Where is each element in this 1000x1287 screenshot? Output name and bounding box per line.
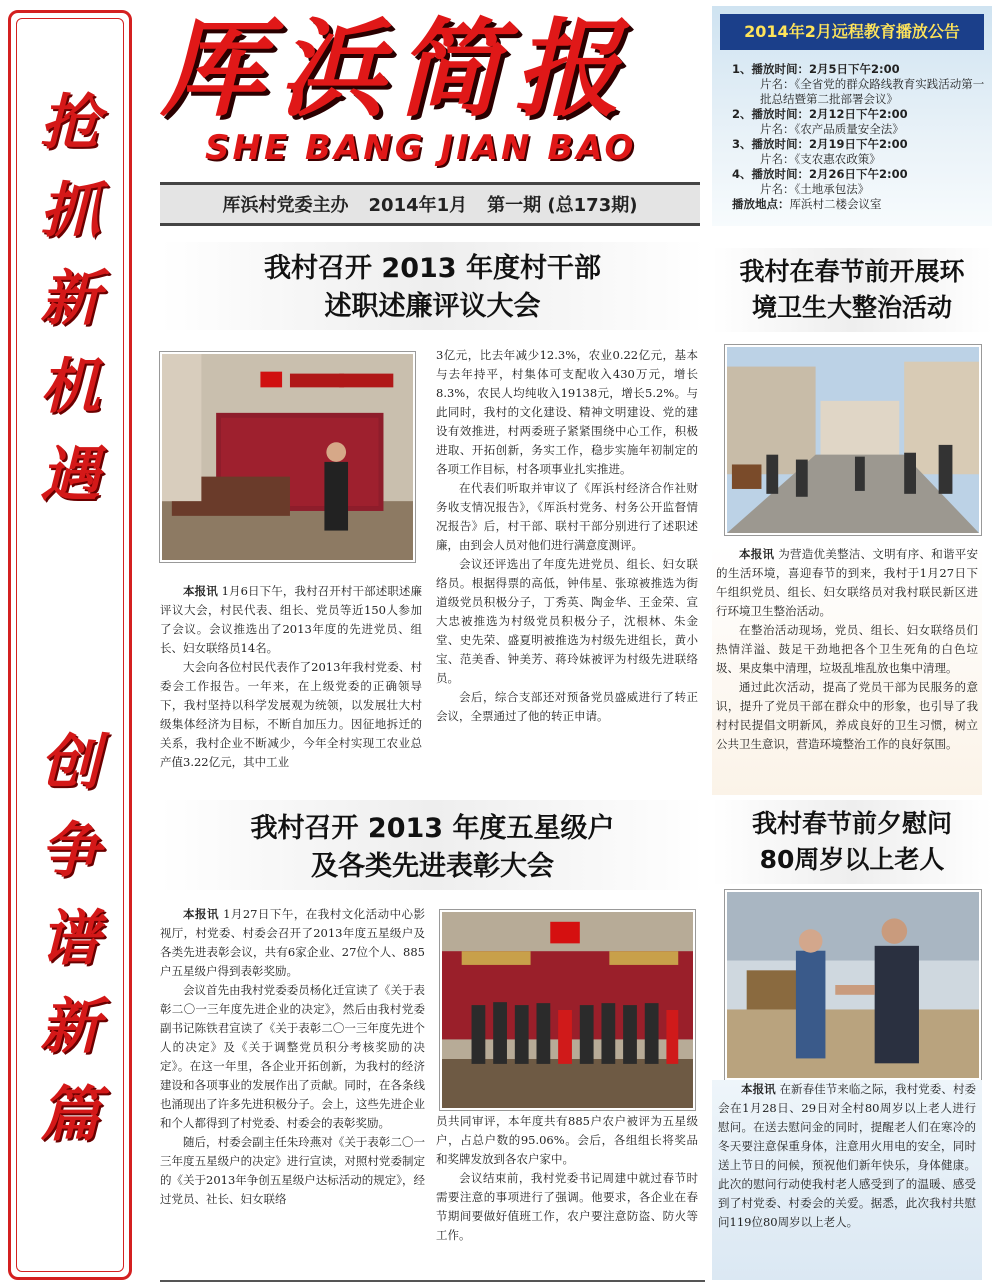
slogan-char: 谱 (40, 904, 100, 974)
article1-column2 (436, 346, 698, 786)
article2-column2 (436, 1112, 698, 1272)
article-paragraph (160, 658, 422, 772)
slogan-char: 机 (40, 352, 100, 422)
byline-lead: 本报讯 (183, 907, 219, 921)
issue-publisher: 厍浜村党委主办 (222, 195, 349, 216)
paragraph-text: 3亿元，比去年减少12.3%，农业0.22亿元，基本与去年持平，村集体可支配收入430万元，增长8.3%，农民人均纯收入19138元，增长5.2%。与此同时，我村的文化建设、精神文明建设、党的建设有效推进，村两委班子紧紧围绕中心工作，积极进取、开拓创新，务实工作，稳步实施年初制定的各项工作目标，村各项事业扎实推进。 (436, 348, 698, 476)
paragraph-text: 在代表们听取并审议了《厍浜村经济合作社财务收支情况报告》，《厍浜村党务、村务公开监督情况报告》后，村干部、联村干部分别进行了述职述廉，由到会人员对他们进行满意度测评。 (436, 481, 698, 552)
notice-film: 片名：《土地承包法》 (760, 182, 870, 196)
article-paragraph (716, 545, 978, 621)
notice-time: 1、播放时间：2月5日下午2:00 (732, 62, 900, 76)
paragraph-text: 会议首先由我村党委委员杨化迁宣读了《关于表彰二〇一三年度先进企业的决定》，然后由我村党委副书记陈铁君宣读了《关于表彰二〇一三年度先进个人的决定》及《关于调整党员积分考核奖励的决定》。在这一年里，各企业开拓创新，为我村的经济建设和各项事业的发展作出了贡献。同时，在各条线也涌现出了许多先进积极分子。会上，这些先进企业和个人都得到了村党委、村委会的表彰奖励。 (160, 983, 425, 1130)
article-paragraph (718, 1080, 976, 1232)
masthead-pinyin: SHE BANG JIAN BAO (205, 128, 637, 168)
slogan-char: 抢 (40, 88, 100, 158)
article-paragraph (436, 555, 698, 688)
headline-line: 80周岁以上老人 (759, 845, 945, 874)
article-paragraph (436, 1112, 698, 1169)
slogan-char: 创 (40, 728, 100, 798)
notice-film: 片名：《农产品质量安全法》 (760, 122, 904, 136)
paragraph-text: 在整治活动现场，党员、组长、妇女联络员们热情洋溢、鼓足干劲地把各个卫生死角的白色垃圾、果皮集中清理，垃圾乱堆乱放也集中清理。 (716, 623, 978, 675)
article-paragraph (160, 1133, 425, 1209)
article1-column1 (160, 582, 422, 782)
notice-item (732, 167, 986, 197)
bottom-rule (160, 1280, 705, 1282)
headline-line: 境卫生大整治活动 (751, 293, 952, 322)
byline-lead: 本报讯 (183, 584, 218, 598)
broadcast-notice (712, 6, 992, 226)
street-cleanup-photo (725, 345, 981, 535)
elderly-visit-photo (725, 890, 981, 1080)
article1-headline (160, 242, 705, 330)
award-ceremony-photo (440, 910, 695, 1110)
paragraph-text: 会后，综合支部还对预备党员盛威进行了转正会议，全票通过了他的转正申请。 (436, 690, 698, 723)
article3-body (712, 545, 982, 795)
article-paragraph (716, 621, 978, 678)
article4-body (712, 1080, 982, 1280)
notice-film: 片名：《支农惠农政策》 (760, 152, 881, 166)
slogan-char: 争 (40, 816, 100, 886)
notice-item (732, 137, 986, 167)
headline-line: 我村春节前夕慰问 (751, 809, 952, 838)
notice-time: 2、播放时间：2月12日下午2:00 (732, 107, 908, 121)
article-paragraph (716, 678, 978, 754)
masthead-title: 厍浜简报 (160, 6, 632, 131)
paragraph-text: 1月6日下午，我村召开村干部述职述廉评议大会，村民代表、组长、党员等近150人参加了会议。会议推选出了2013年度的先进党员、组长、妇女联络员14名。 (160, 584, 422, 655)
slogan-char: 新 (40, 264, 100, 334)
article-paragraph (436, 1169, 698, 1245)
notice-item (732, 62, 986, 107)
article-paragraph (160, 905, 425, 981)
headline-line: 述职述廉评议大会 (324, 291, 541, 322)
side-banner (8, 10, 132, 1280)
slogan-char: 篇 (40, 1080, 100, 1150)
issue-date: 2014年1月 (368, 195, 468, 216)
slogan-char: 新 (40, 992, 100, 1062)
notice-time: 3、播放时间：2月19日下午2:00 (732, 137, 908, 151)
paragraph-text: 1月27日下午，在我村文化活动中心影视厅，村党委、村委会召开了2013年度五星级户及各类先进表彰会议，共有6家企业、27位个人、885户五星级户得到表彰奖励。 (160, 907, 425, 978)
slogan-char: 遇 (40, 440, 100, 510)
paragraph-text: 随后，村委会副主任朱玲燕对《关于表彰二〇一三年度五星级户的决定》进行宣读，对照村党委制定的《关于2013年争创五星级户达标活动的规定》，经过党员、社长、妇女联络 (160, 1135, 425, 1206)
byline-lead: 本报讯 (741, 1082, 776, 1096)
article3-headline (712, 248, 992, 332)
article-paragraph (436, 346, 698, 479)
paragraph-text: 员共同审评，本年度共有885户农户被评为五星级户，占总户数的95.06%。会后，各组组长将奖品和奖牌发放到各农户家中。 (436, 1114, 698, 1166)
notice-place-label: 播放地点： (732, 197, 790, 211)
article-paragraph (160, 981, 425, 1133)
side-slogan-bottom (11, 728, 129, 1173)
paragraph-text: 为营造优美整洁、文明有序、和谐平安的生活环境，喜迎春节的到来，我村于1月27日下午组织党员、组长、妇女联络员对我村联民新区进行环境卫生整治活动。 (716, 547, 979, 618)
article-paragraph (436, 479, 698, 555)
article4-headline (712, 800, 992, 884)
issue-bar (160, 182, 700, 226)
paragraph-text: 大会向各位村民代表作了2013年我村党委、村委会工作报告。一年来，在上级党委的正确领导下，我村坚持以科学发展观为统领，以发展壮大村级集体经济为目标，不断自加压力。因征地拆迁的关系，我村企业不断减少，今年全村实现工农业总产值3.22亿元，其中工业 (160, 660, 422, 769)
notice-title: 2014年2月远程教育播放公告 (720, 14, 984, 50)
article-paragraph (160, 582, 422, 658)
article-paragraph (436, 688, 698, 726)
article2-headline (160, 800, 705, 890)
byline-lead: 本报讯 (739, 547, 775, 561)
issue-number: 第一期 (总173期) (487, 195, 638, 216)
headline-line: 我村在春节前开展环 (739, 257, 965, 286)
notice-film: 片名：《全省党的群众路线教育实践活动第一批总结暨第二批部署会议》 (760, 77, 985, 106)
paragraph-text: 会议还评选出了年度先进党员、组长、妇女联络员。根据得票的高低，钟伟星、张琼被推选为街道级党员积极分子，丁秀英、陶金华、王金荣、宣大忠被推选为村级党员积极分子，沈根林、朱金堂、史先荣、盛夏明被推选为村级先进组长，黄小宝、范美香、钟美芳、蒋玲妹被评为村级先进联络员。 (436, 557, 698, 685)
notice-place (732, 197, 986, 212)
paragraph-text: 通过此次活动，提高了党员干部为民服务的意识，提升了党员干部在群众中的形象，也引导了我村村民提倡文明新风，养成良好的卫生习惯，树立公共卫生意识，营造环境整治工作的良好氛围。 (716, 680, 978, 751)
headline-line: 我村召开 2013 年度村干部 (264, 253, 601, 284)
paragraph-text: 会议结束前，我村党委书记周建中就过春节时需要注意的事项进行了强调。他要求，各企业在春节期间要做好值班工作，农户要注意防盗、防火等工作。 (436, 1171, 698, 1242)
side-slogan-top (11, 88, 129, 533)
headline-line: 我村召开 2013 年度五星级户 (250, 813, 615, 844)
notice-body (732, 62, 986, 212)
meeting-photo (160, 352, 415, 562)
notice-time: 4、播放时间：2月26日下午2:00 (732, 167, 908, 181)
paragraph-text: 在新春佳节来临之际，我村党委、村委会在1月28日、29日对全村80周岁以上老人进行慰问。在送去慰问金的同时，提醒老人们在寒冷的冬天要注意保重身体，注意用火用电的安全，同时送上节日的问候，预祝他们新年快乐，身体健康。此次的慰问行动使我村老人感受到了的温暖、感受到了村党委、村委会的关爱。据悉，此次我村共慰问119位80周岁以上老人。 (718, 1082, 977, 1229)
article2-column1 (160, 905, 425, 1275)
headline-line: 及各类先进表彰大会 (311, 851, 554, 882)
notice-place-value: 厍浜村二楼会议室 (789, 197, 882, 211)
slogan-char: 抓 (40, 176, 100, 246)
notice-item (732, 107, 986, 137)
